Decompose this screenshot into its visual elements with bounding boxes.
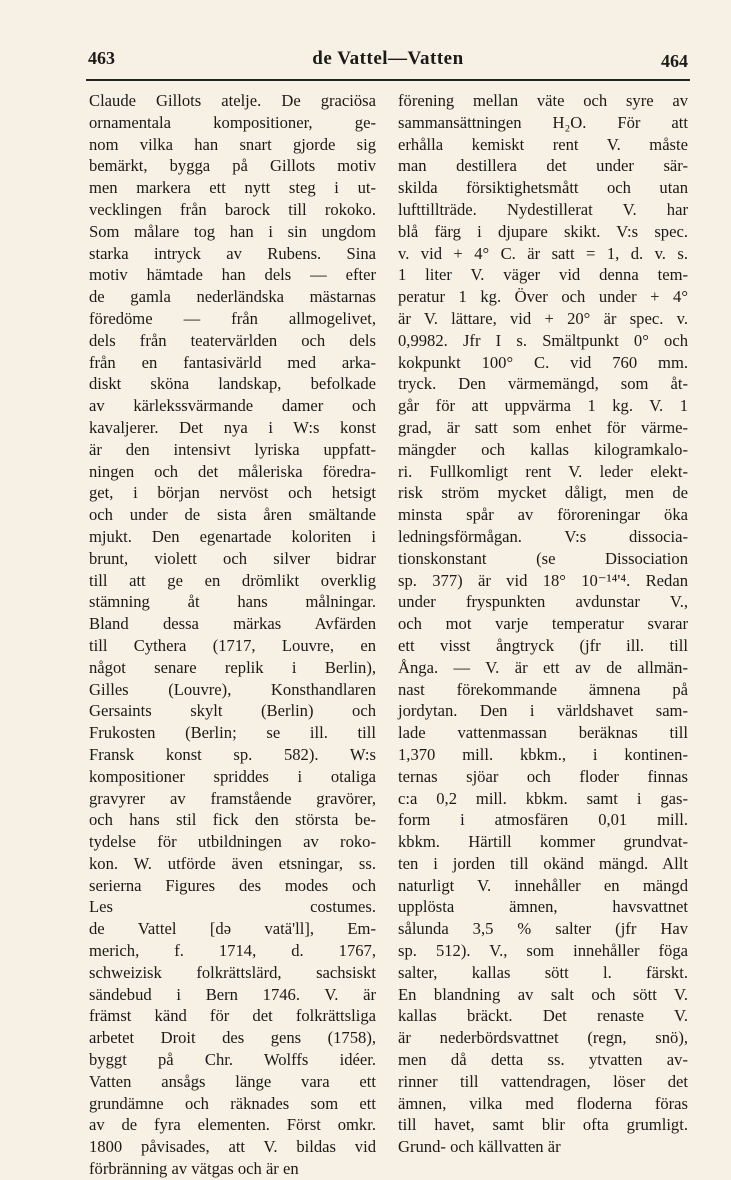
text-line: 1800 påvisades, att V. bildas vid: [89, 1137, 376, 1157]
left-column: [89, 90, 376, 1180]
text-line: c:a 0,2 mill. kbkm. samt i gas-: [398, 788, 688, 808]
text-line: ledningsförmågan. V:s dissocia-: [398, 526, 688, 546]
text-line: kavaljerer. Det nya i W:s konst: [89, 417, 376, 437]
text-line: kallas bräckt. Det renaste V.: [398, 1006, 688, 1026]
text-line: minsta spår av föroreningar öka: [398, 505, 688, 525]
text-line: man destillera det under sär-: [398, 156, 688, 176]
text-line: går för att uppvärma 1 kg. V. 1: [398, 396, 688, 416]
text-line: motiv hämtade han dels — efter: [89, 265, 376, 285]
page-number-right: 464: [661, 51, 688, 71]
text-line: till att ge en drömlikt overklig: [89, 570, 376, 590]
text-line: ternas sjöar och floder finnas: [398, 766, 688, 786]
text-line: något senare replik i Berlin),: [89, 657, 376, 677]
text-line: Vatten ansågs länge vara ett: [89, 1071, 376, 1091]
text-line: gravyrer av framstående gravörer,: [89, 788, 376, 808]
text-line: grundämne och räknades som ett: [89, 1093, 376, 1113]
text-line: förening mellan väte och syre av: [398, 91, 688, 110]
text-line: En blandning av salt och sött V.: [398, 984, 688, 1004]
text-line: de Vattel [də vatä'll], Em-: [89, 919, 376, 939]
text-line: starka intryck av Rubens. Sina: [89, 243, 376, 263]
text-line: lufttillträde. Nydestillerat V. har: [398, 199, 688, 219]
text-line: 1,370 mill. kbkm., i kontinen-: [398, 744, 688, 764]
text-line: v. vid + 4° C. är satt = 1, d. v. s.: [398, 243, 688, 263]
text-line: tydelse för utbildningen av roko-: [89, 832, 376, 852]
running-head: de Vattel—Vatten: [312, 48, 464, 69]
text-line: och under de sista åren smältande: [89, 505, 376, 525]
text-line: ten i jorden till okänd mängd. Allt: [398, 853, 688, 873]
text-line: blå färg i djupare skikt. V:s spec.: [398, 221, 688, 241]
text-line: ornamentala kompositioner, ge-: [89, 112, 376, 132]
text-line: dels från teatervärlden och dels: [89, 330, 376, 350]
text-line: naturligt V. innehåller en mängd: [398, 875, 688, 895]
text-line: jordytan. Den i världshavet sam-: [398, 701, 688, 721]
text-line: arbetet Droit des gens (1758),: [89, 1028, 376, 1048]
text-line: tryck. Den värmemängd, som åt-: [398, 374, 688, 394]
text-line: kokpunkt 100° C. vid 760 mm.: [398, 352, 688, 372]
text-line: byggt på Chr. Wolffs idéer.: [89, 1050, 376, 1070]
text-line: Les costumes.: [89, 897, 376, 917]
text-line: främst känd för det folkrättsliga: [89, 1006, 376, 1026]
text-line: grad, är satt som enhet för värme-: [398, 417, 688, 437]
text-line: mjukt. Den egenartade koloriten i: [89, 526, 376, 546]
text-line: Ånga. — V. är ett av de allmän-: [398, 657, 688, 677]
text-line: schweizisk folkrättslärd, sachsiskt: [89, 962, 376, 982]
text-line: merich, f. 1714, d. 1767,: [89, 941, 376, 961]
text-line: men då detta ss. ytvatten av-: [398, 1050, 688, 1070]
text-line: är V. lättare, vid + 20° är spec. v.: [398, 308, 688, 328]
text-line: under fryspunkten avdunstar V.,: [398, 592, 688, 612]
text-line: get, i början nervöst och hetsigt: [89, 483, 376, 503]
text-line: Bland dessa märkas Avfärden: [89, 614, 376, 634]
text-line: ri. Fullkomligt rent V. leder elekt-: [398, 461, 688, 481]
text-line: Gersaints skylt (Berlin) och: [89, 701, 376, 721]
text-line: av de fyra elementen. Först omkr.: [89, 1115, 376, 1135]
text-line: vecklingen från barock till rokoko.: [89, 199, 376, 219]
text-line: erhålla kemiskt rent V. måste: [398, 134, 688, 154]
text-line: kon. W. utförde även etsningar, ss.: [89, 853, 376, 873]
text-line: Claude Gillots atelje. De graciösa: [89, 91, 376, 110]
text-line: Grund- och källvatten är: [398, 1137, 561, 1157]
text-line: kompositioner spriddes i otaliga: [89, 766, 376, 786]
text-line: nom vilka han snart gjorde sig: [89, 134, 376, 154]
text-line: kbkm. Härtill kommer grundvat-: [398, 832, 688, 852]
text-line: diskt sköna landskap, befolkade: [89, 374, 376, 394]
text-line: bemärkt, bygga på Gillots motiv: [89, 156, 376, 176]
text-line: serierna Figures des modes och: [89, 875, 376, 895]
text-line: skilda försiktighetsmått och utan: [398, 178, 688, 198]
text-line: föredöme — från allmogelivet,: [89, 308, 376, 328]
text-line: sändebud i Bern 1746. V. är: [89, 984, 376, 1004]
text-line: och mot varje temperatur svarar: [398, 614, 688, 634]
text-line: sammansättningen H₂O. För att: [398, 112, 688, 132]
text-line: ett visst ångtryck (jfr ill. till: [398, 635, 688, 655]
page-number-left: 463: [88, 48, 115, 68]
page-header: [86, 44, 690, 74]
text-line: 1 liter V. väger vid denna tem-: [398, 265, 688, 285]
text-line: stämning åt hans målningar.: [89, 592, 376, 612]
text-line: Som målare tog han i sin ungdom: [89, 221, 376, 241]
text-line: till havet, samt blir ofta grumligt.: [398, 1115, 688, 1135]
text-line: 0,9982. Jfr I s. Smältpunkt 0° och: [398, 330, 688, 350]
text-line: ningen och det måleriska föredra-: [89, 461, 376, 481]
text-line: Frukosten (Berlin; se ill. till: [89, 723, 376, 743]
text-line: salter, kallas sött l. färskt.: [398, 962, 688, 982]
text-line: av kärlekssvärmande damer och: [89, 396, 376, 416]
text-line: lade vattenmassan beräknas till: [398, 723, 688, 743]
text-line: risk ström mycket dåligt, men de: [398, 483, 688, 503]
text-line: de gamla nederländska mästarnas: [89, 287, 376, 307]
text-line: nast förekommande ämnena på: [398, 679, 688, 699]
text-line: brunt, violett och silver bidrar: [89, 548, 376, 568]
text-line: är nederbördsvattnet (regn, snö),: [398, 1028, 688, 1048]
text-line: från en fantasivärld med arka-: [89, 352, 376, 372]
text-line: form i atmosfären 0,01 mill.: [398, 810, 688, 830]
text-line: till Cythera (1717, Louvre, en: [89, 635, 376, 655]
text-line: och hans stil fick den största be-: [89, 810, 376, 830]
text-line: Fransk konst sp. 582). W:s: [89, 744, 376, 764]
text-line: är den intensivt lyriska uppfatt-: [89, 439, 376, 459]
text-line: upplösta ämnen, havsvattnet: [398, 897, 688, 917]
text-line: förbränning av vätgas och är en: [89, 1159, 299, 1179]
text-line: tionskonstant (se Dissociation: [398, 548, 688, 568]
text-line: men markera ett nytt steg i ut-: [89, 178, 376, 198]
text-line: peratur 1 kg. Över och under + 4°: [398, 287, 688, 307]
text-line: ämnen, vilka med floderna föras: [398, 1093, 688, 1113]
text-line: sp. 512). V., som innehåller föga: [398, 941, 688, 961]
text-line: rinner till vattendragen, löser det: [398, 1071, 688, 1091]
text-line: sålunda 3,5 % salter (jfr Hav: [398, 919, 688, 939]
header-rule: [86, 79, 690, 81]
text-line: Gilles (Louvre), Konsthandlaren: [89, 679, 376, 699]
text-line: sp. 377) är vid 18° 10⁻¹⁴'⁴. Redan: [398, 570, 688, 590]
text-line: mängder och kallas kilogramkalo-: [398, 439, 688, 459]
right-column: [398, 90, 688, 1158]
